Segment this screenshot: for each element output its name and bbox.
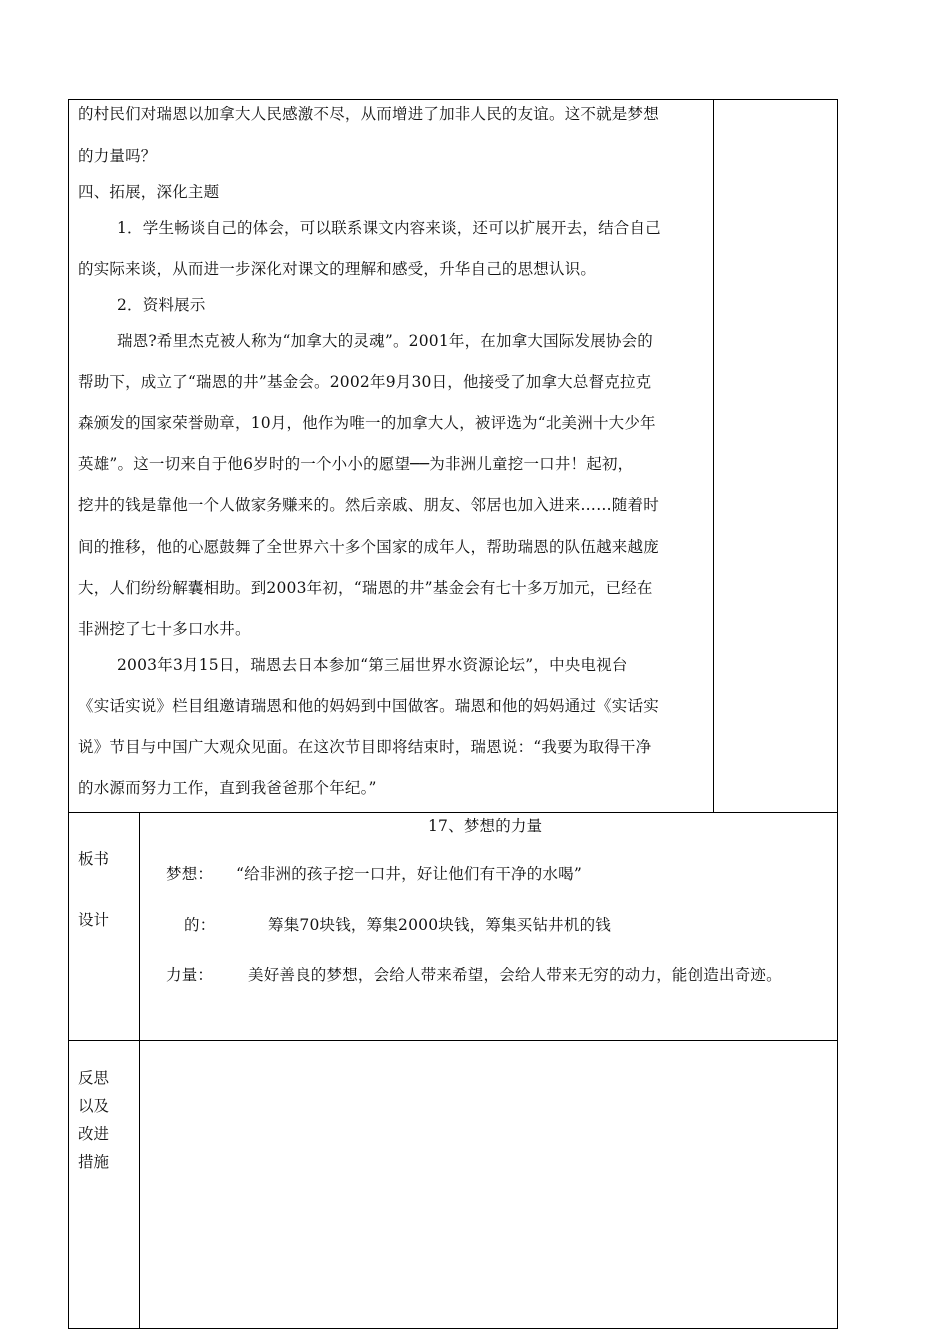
text-line: 大，人们纷纷解囊相助。到2003年初，“瑞恩的井”基金会有七十多万加元，已经在 (78, 579, 653, 597)
label-column-divider (139, 812, 140, 1329)
board-row2-key: 的： (184, 916, 216, 934)
text-line: 英雄”。这一切来自于他6岁时的一个小小的愿望──为非洲儿童挖一口井！起初， (78, 455, 634, 473)
board-row3-value: 美好善良的梦想，会给人带来希望，会给人带来无穷的动力，能创造出奇迹。 (248, 966, 782, 984)
text-line: 的村民们对瑞恩以加拿大人民感激不尽，从而增进了加非人民的友谊。这不就是梦想 (78, 105, 659, 123)
table-border-right (837, 99, 838, 1329)
text-line: 的实际来谈，从而进一步深化对课文的理解和感受，升华自己的思想认识。 (78, 260, 597, 278)
board-row-divider (68, 812, 838, 813)
board-title: 17、梦想的力量 (428, 817, 543, 835)
text-line: 间的推移，他的心愿鼓舞了全世界六十多个国家的成年人，帮助瑞恩的队伍越来越庞 (78, 538, 659, 556)
text-line: 帮助下，成立了“瑞恩的井”基金会。2002年9月30日，他接受了加拿大总督克拉克 (78, 373, 652, 391)
section-heading: 四、拓展，深化主题 (78, 183, 220, 201)
text-line: 森颁发的国家荣誉勋章，10月，他作为唯一的加拿大人，被评选为“北美洲十大少年 (78, 414, 656, 432)
text-line: 的水源而努力工作，直到我爸爸那个年纪。” (78, 779, 377, 797)
board-label-line1: 板书 (78, 850, 110, 868)
text-line: 说》节目与中国广大观众见面。在这次节目即将结束时，瑞恩说：“我要为取得干净 (78, 738, 652, 756)
board-row2-value: 筹集70块钱，筹集2000块钱，筹集买钻井机的钱 (268, 916, 611, 934)
text-line: 1．学生畅谈自己的体会，可以联系课文内容来谈，还可以扩展开去，结合自己 (117, 219, 661, 237)
top-column-divider (713, 99, 714, 813)
table-border-top (68, 99, 838, 100)
board-row3-key: 力量： (166, 966, 214, 984)
text-line: 2003年3月15日，瑞恩去日本参加“第三届世界水资源论坛”，中央电视台 (117, 656, 628, 674)
reflection-label-line: 以及 (78, 1097, 110, 1115)
text-line: 非洲挖了七十多口水井。 (78, 620, 251, 638)
reflection-label-line: 措施 (78, 1153, 110, 1171)
reflection-label-line: 改进 (78, 1125, 110, 1143)
board-label-line2: 设计 (78, 911, 110, 929)
text-line: 的力量吗？ (78, 147, 157, 165)
reflection-row-divider (68, 1040, 838, 1041)
table-border-left (68, 99, 69, 1329)
text-line: 挖井的钱是靠他一个人做家务赚来的。然后亲戚、朋友、邻居也加入进来……随着时 (78, 496, 659, 514)
text-line: 瑞恩?希里杰克被人称为“加拿大的灵魂”。2001年，在加拿大国际发展协会的 (117, 332, 654, 350)
board-row1-key: 梦想： (166, 865, 214, 883)
text-line: 《实话实说》栏目组邀请瑞恩和他的妈妈到中国做客。瑞恩和他的妈妈通过《实话实 (78, 697, 659, 715)
text-line: 2．资料展示 (117, 296, 206, 314)
reflection-label-line: 反思 (78, 1069, 110, 1087)
board-row1-value: “给非洲的孩子挖一口井，好让他们有干净的水喝” (236, 865, 582, 883)
table-border-bottom (68, 1328, 838, 1329)
